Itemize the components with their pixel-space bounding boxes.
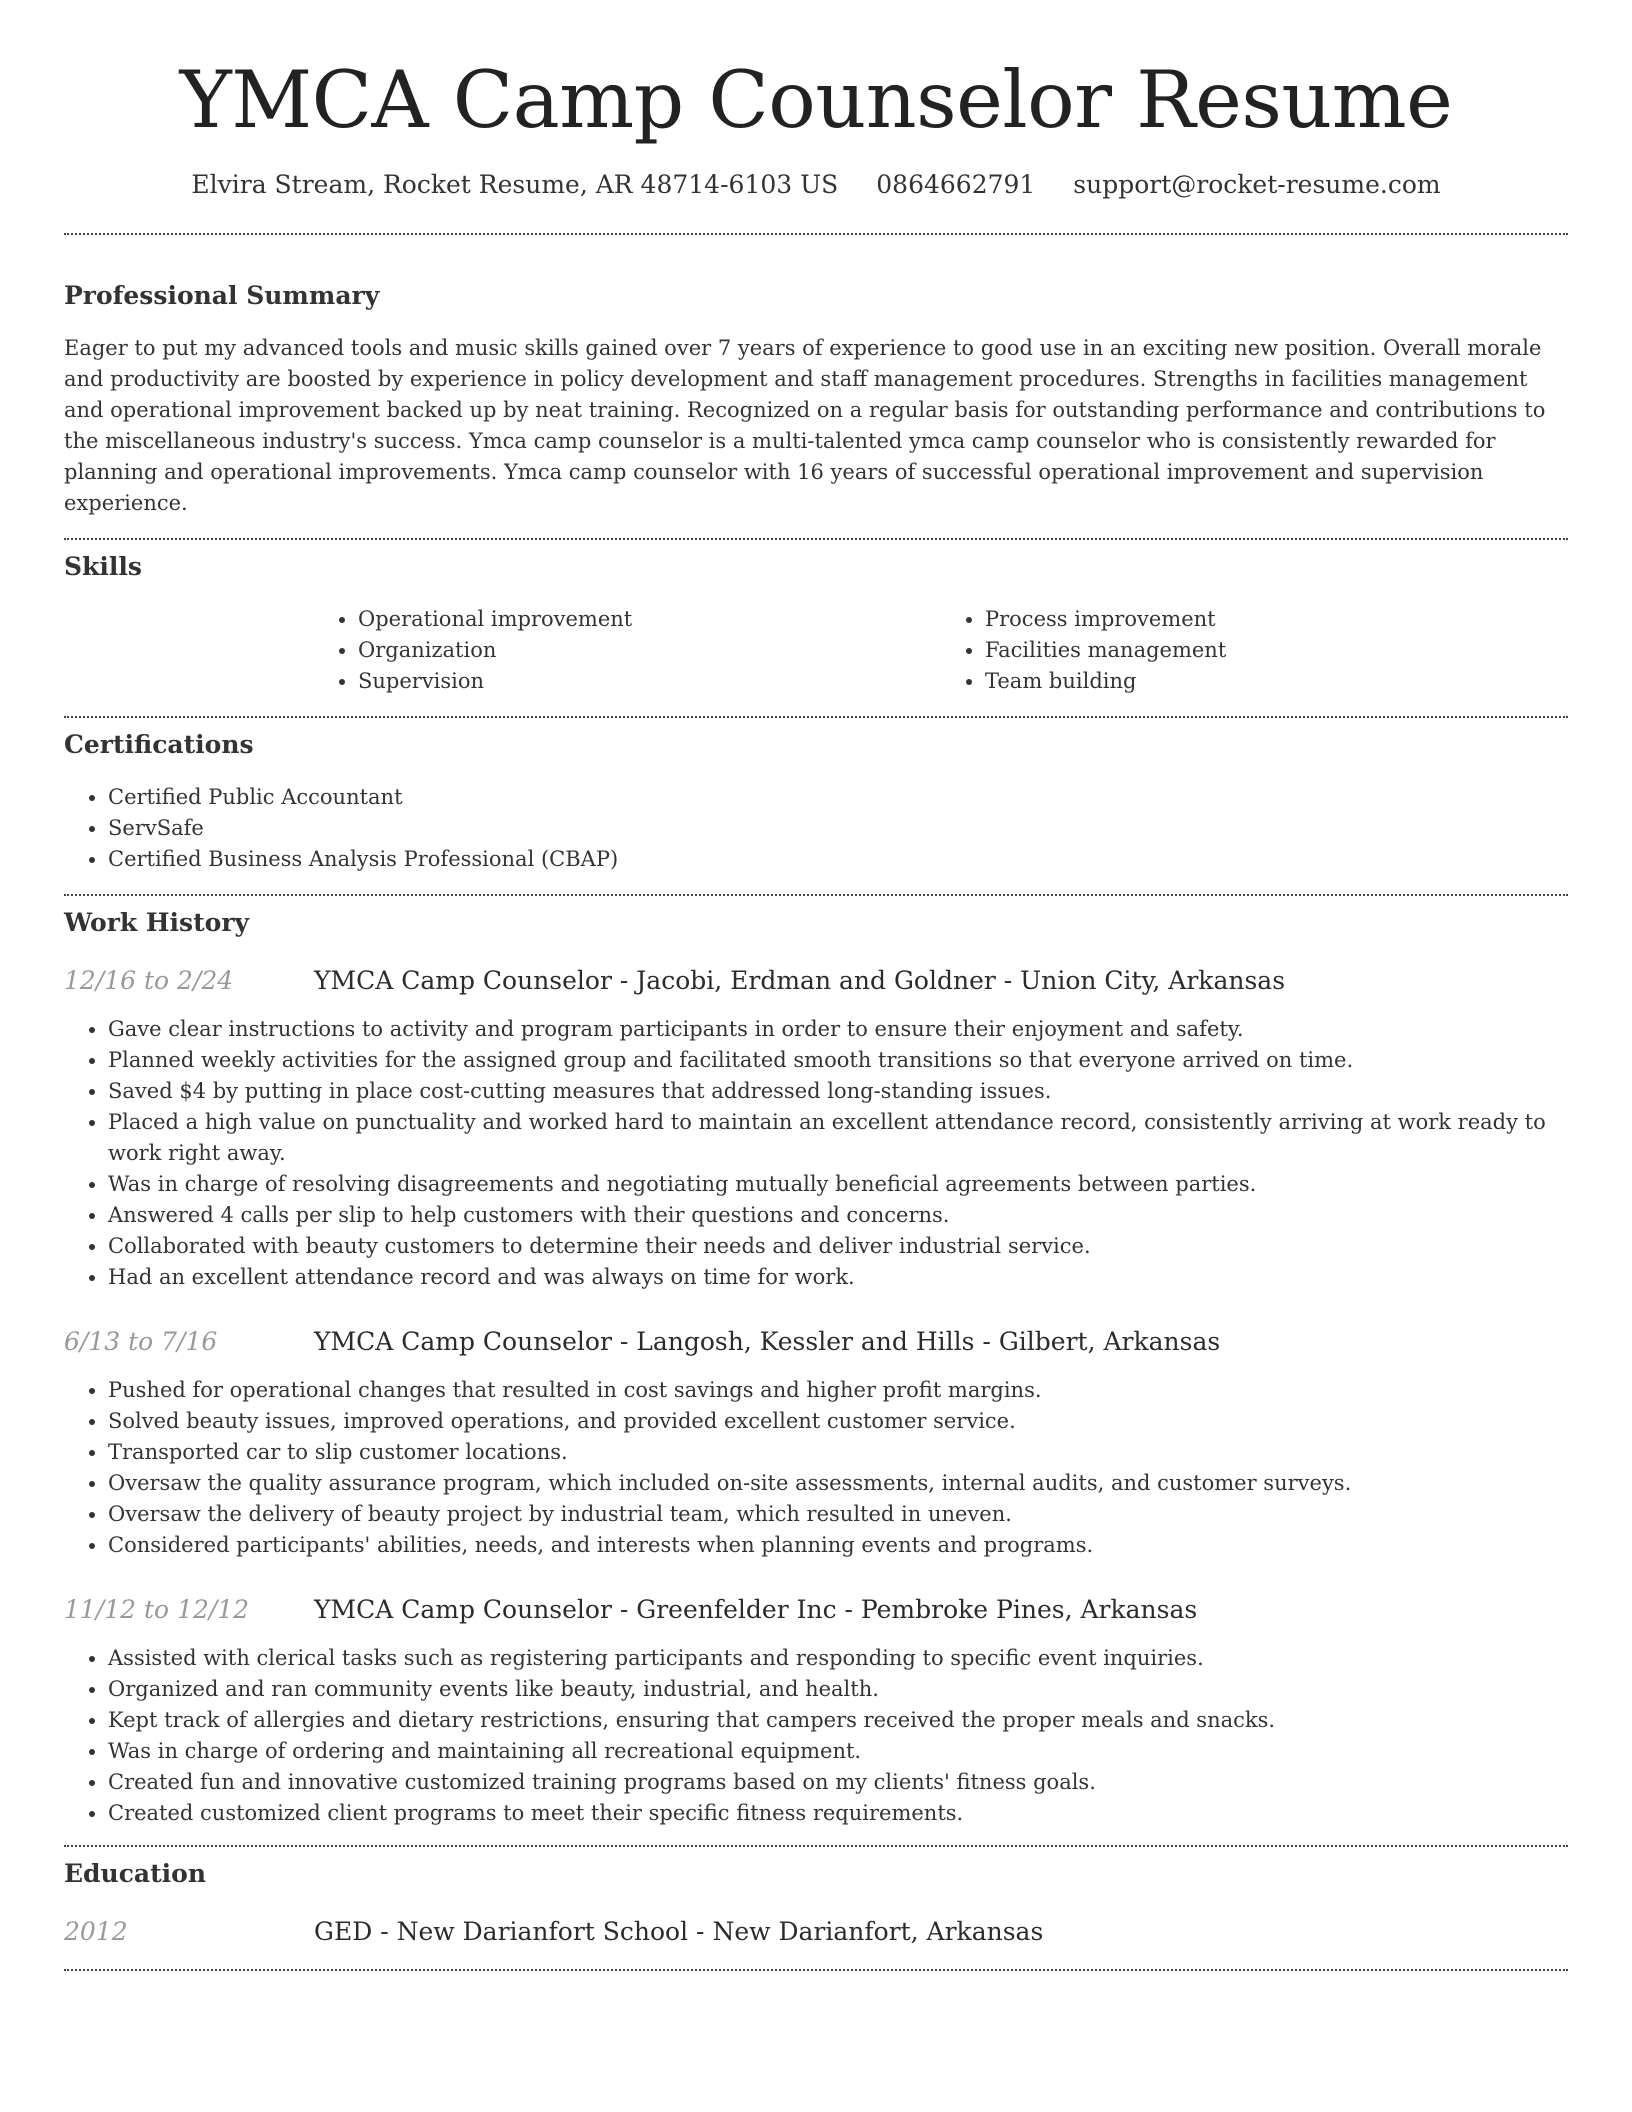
summary-heading: Professional Summary [64, 281, 380, 310]
job-bullet: • Oversaw the quality assurance program, which included on-site assessments, internal audits, and customer surveys. [108, 1468, 1568, 1499]
skills-column-left [314, 604, 941, 697]
education-year: 2012 [64, 1917, 128, 1946]
certification-item: • ServSafe [108, 813, 1568, 844]
summary-section [64, 279, 1568, 519]
skill-item: • Team building [985, 666, 1568, 697]
job-entry [64, 1325, 1568, 1561]
job-bullet: • Oversaw the delivery of beauty project by industrial team, which resulted in uneven. [108, 1499, 1568, 1530]
divider [64, 716, 1568, 718]
skill-item: • Supervision [358, 666, 941, 697]
certifications-section [64, 728, 1568, 875]
divider [64, 1969, 1568, 1971]
skill-item: • Process improvement [985, 604, 1568, 635]
job-bullet: • Solved beauty issues, improved operations, and provided excellent customer service. [108, 1406, 1568, 1437]
job-bullet: • Gave clear instructions to activity and program participants in order to ensure their enjoyment and safety. [108, 1014, 1568, 1045]
divider [64, 894, 1568, 896]
job-bullet: • Planned weekly activities for the assigned group and facilitated smooth transitions so that everyone arrived on time. [108, 1045, 1568, 1076]
job-bullet: • Was in charge of resolving disagreements and negotiating mutually beneficial agreements between parties. [108, 1169, 1568, 1200]
summary-text: Eager to put my advanced tools and music skills gained over 7 years of experience to good use in an exciting new position. Overall morale and productivity are boosted by experience in policy development and staff management procedures. Strengths in facilities management and operational improvement backed up by neat training. Recognized on a regular basis for outstanding performance and contributions to the miscellaneous industry's success. Ymca camp counselor is a multi-talented ymca camp counselor who is consistently rewarded for planning and operational improvements. Ymca camp counselor with 16 years of successful operational improvement and supervision experience. [64, 336, 1546, 515]
skills-list [314, 604, 1568, 697]
education-heading: Education [64, 1859, 207, 1888]
job-entry [64, 1593, 1568, 1829]
job-bullet: • Kept track of allergies and dietary restrictions, ensuring that campers received the proper meals and snacks. [108, 1705, 1568, 1736]
contact-email: support@rocket-resume.com [1073, 170, 1441, 199]
work-history-heading: Work History [64, 908, 250, 937]
education-section [64, 1857, 1568, 1949]
job-title: YMCA Camp Counselor - Jacobi, Erdman and Goldner - Union City, Arkansas [314, 966, 1286, 995]
job-bullet: • Had an excellent attendance record and was always on time for work. [108, 1262, 1568, 1293]
skill-item: • Operational improvement [358, 604, 941, 635]
job-bullet: • Pushed for operational changes that resulted in cost savings and higher profit margins. [108, 1375, 1568, 1406]
job-bullet: • Saved $4 by putting in place cost-cutting measures that addressed long-standing issues. [108, 1076, 1568, 1107]
job-dates: 11/12 to 12/12 [64, 1595, 250, 1624]
job-bullet: • Assisted with clerical tasks such as registering participants and responding to specific event inquiries. [108, 1643, 1568, 1674]
work-history-section [64, 906, 1568, 1829]
skills-heading: Skills [64, 552, 142, 581]
job-bullet: • Was in charge of ordering and maintaining all recreational equipment. [108, 1736, 1568, 1767]
skills-column-right [941, 604, 1568, 697]
skills-section [64, 550, 1568, 697]
education-entry [64, 1915, 1568, 1949]
job-dates: 12/16 to 2/24 [64, 966, 234, 995]
certifications-list [64, 782, 1568, 875]
job-dates: 6/13 to 7/16 [64, 1327, 218, 1356]
job-bullet: • Created customized client programs to meet their specific fitness requirements. [108, 1798, 1568, 1829]
resume-title: YMCA Camp Counselor Resume [179, 54, 1453, 146]
divider [64, 538, 1568, 540]
job-bullets [64, 1014, 1568, 1293]
job-bullet: • Transported car to slip customer locations. [108, 1437, 1568, 1468]
job-bullet: • Answered 4 calls per slip to help customers with their questions and concerns. [108, 1200, 1568, 1231]
job-bullet: • Collaborated with beauty customers to determine their needs and deliver industrial service. [108, 1231, 1568, 1262]
resume-page [64, 0, 1568, 1971]
skill-item: • Organization [358, 635, 941, 666]
contact-address: Elvira Stream, Rocket Resume, AR 48714-6103 US [191, 170, 839, 199]
certification-item: • Certified Public Accountant [108, 782, 1568, 813]
certifications-heading: Certifications [64, 730, 254, 759]
education-degree: GED - New Darianfort School - New Darianfort, Arkansas [314, 1917, 1044, 1946]
contact-line [64, 168, 1568, 202]
job-bullets [64, 1375, 1568, 1561]
certification-item: • Certified Business Analysis Professional (CBAP) [108, 844, 1568, 875]
job-bullet: • Considered participants' abilities, needs, and interests when planning events and programs. [108, 1530, 1568, 1561]
job-bullet: • Created fun and innovative customized training programs based on my clients' fitness goals. [108, 1767, 1568, 1798]
job-bullet: • Placed a high value on punctuality and worked hard to maintain an excellent attendance record, consistently arriving at work ready to work right away. [108, 1107, 1568, 1169]
skill-item: • Facilities management [985, 635, 1568, 666]
divider [64, 1845, 1568, 1847]
job-title: YMCA Camp Counselor - Langosh, Kessler and Hills - Gilbert, Arkansas [314, 1327, 1221, 1356]
job-bullets [64, 1643, 1568, 1829]
job-entry [64, 964, 1568, 1293]
job-bullet: • Organized and ran community events like beauty, industrial, and health. [108, 1674, 1568, 1705]
job-title: YMCA Camp Counselor - Greenfelder Inc - Pembroke Pines, Arkansas [314, 1595, 1198, 1624]
contact-phone: 0864662791 [876, 170, 1036, 199]
divider [64, 233, 1568, 235]
